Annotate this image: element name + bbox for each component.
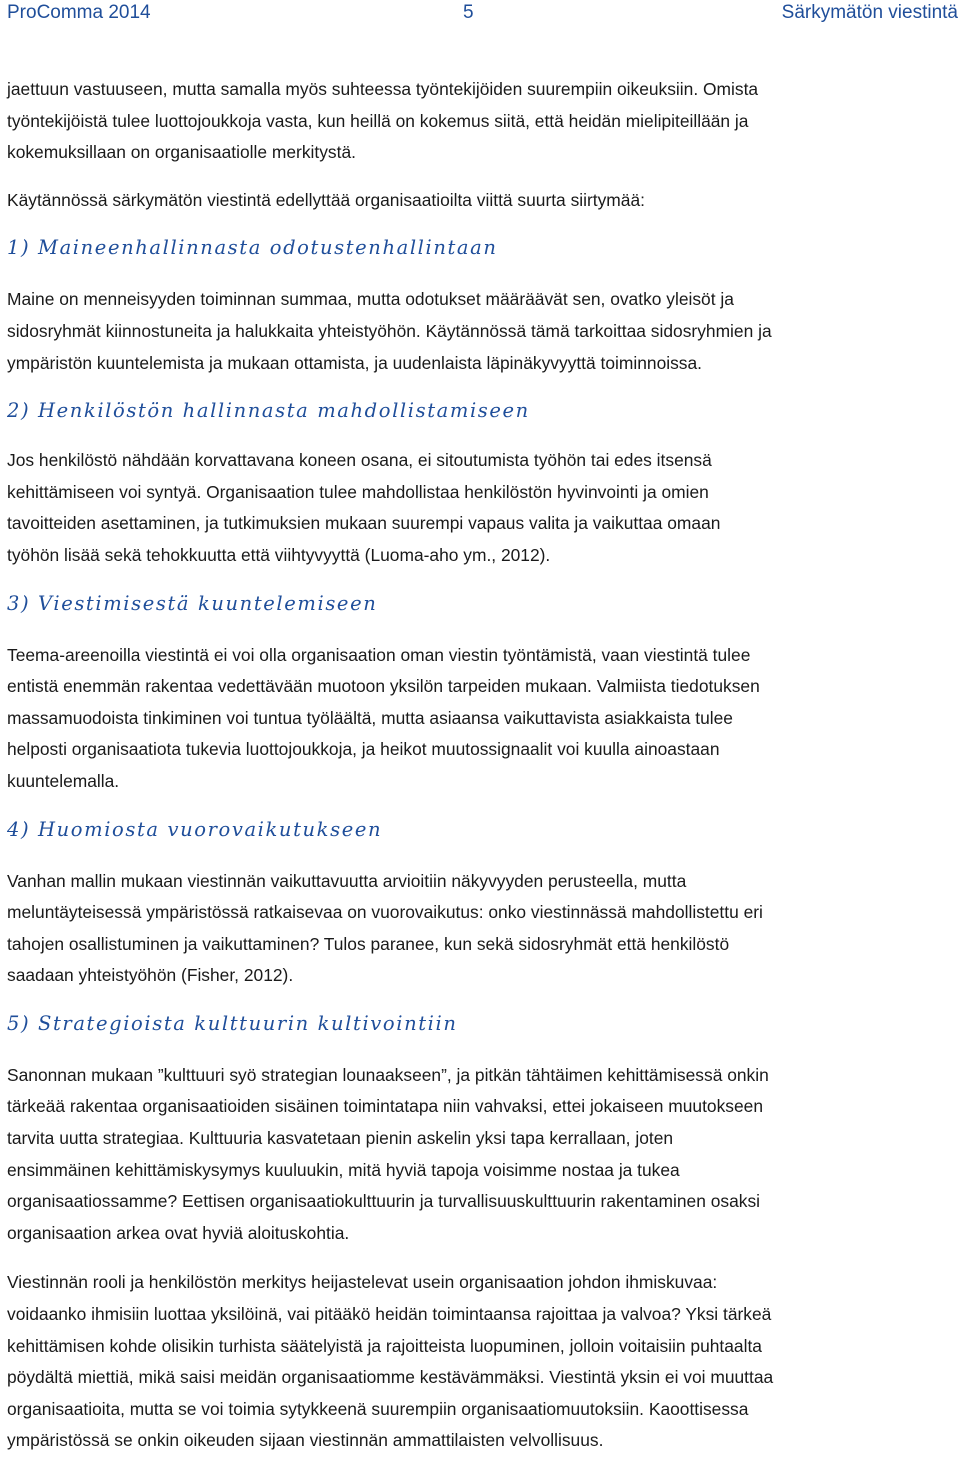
closing-paragraph: Viestinnän rooli ja henkilöstön merkitys heijastelevat usein organisaation johdon ihmiskuvaa: voidaanko ihmisiin luottaa yksilöinä, vai pitääkö heidän toimintaansa rajoittaa ja valvoa? Yksi tärkeä kehittämisen kohde olisikin turhista säätelyistä ja rajoitteista luopuminen, jolloin voitaisiin puhtaalta pöydältä miettiä, mikä saisi meidän organisaatiomme kestävämmäksi. Viestintä yksin ei voi muuttaa organisaatioita, mutta se voi toimia sytykkeenä suurempiin organisaatiomuutoksiin. Kaoottisessa ympäristössä se onkin oikeuden sijaan viestinnän ammattilaisten velvollisuus. — [7, 1272, 774, 1451]
section-heading-3: 3) Viestimisestä kuuntelemiseen — [7, 591, 378, 615]
header-page-number: 5 — [463, 2, 474, 23]
page-header — [0, 0, 960, 30]
header-publication: ProComma 2014 — [7, 2, 151, 23]
section-body-1: Maine on menneisyyden toiminnan summaa, mutta odotukset määräävät sen, ovatko yleisöt ja sidosryhmät kiinnostuneita ja halukkaita yhteistyöhön. Käytännössä tämä tarkoittaa sidosryhmien ja ympäristön kuuntelemista ja mukaan ottamista, ja uudenlaista läpinäkyvyyttä toiminnoissa. — [7, 289, 772, 373]
section-body-4: Vanhan mallin mukaan viestinnän vaikuttavuutta arvioitiin näkyvyyden perusteella, mutta meluntäyteisessä ympäristössä ratkaisevaa on vuorovaikutus: onko viestinnässä mahdollistettu eri tahojen osallistuminen ja vaikuttaminen? Tulos paranee, kun sekä sidosryhmät että henkilöstö saadaan yhteistyöhön (Fisher, 2012). — [7, 870, 763, 986]
section-heading-5: 5) Strategioista kulttuurin kultivointiin — [7, 1011, 458, 1035]
intro-paragraph: jaettuun vastuuseen, mutta samalla myös suhteessa työntekijöiden suurempiin oikeuksiin. Omista työntekijöistä tulee luottojoukkoja vasta, kun heillä on kokemus siitä, että heidän mielipiteillään ja kokemuksillaan on organisaatiolle merkitystä. — [7, 79, 759, 163]
document-body — [7, 74, 947, 1457]
header-chapter-title: Särkymätön viestintä — [781, 2, 958, 23]
section-body-5: Sanonnan mukaan ”kulttuuri syö strategian lounaakseen”, ja pitkän tähtäimen kehittämisessä onkin tärkeää rakentaa organisaatioiden sisäinen toimintatapa niin vahvaksi, ettei jokaiseen muutokseen tarvita uutta strategiaa. Kulttuuria kasvatetaan pienin askelin yksi tapa kerrallaan, joten ensimmäinen kehittämiskysymys kuuluukin, mitä hyviä tapoja voisimme nostaa ja tukea organisaatiossamme? Eettisen organisaatiokulttuurin ja turvallisuuskulttuurin rakentaminen osaksi organisaation arkea ovat hyviä aloituskohtia. — [7, 1064, 769, 1243]
section-heading-2: 2) Henkilöstön hallinnasta mahdollistamiseen — [7, 399, 530, 423]
section-body-3: Teema-areenoilla viestintä ei voi olla organisaation oman viestin työntämistä, vaan viestintä tulee entistä enemmän rakentaa vedettävään muotoon yksilön tarpeiden mukaan. Valmiista tiedotuksen massamuodoista tinkiminen voi tuntua työläältä, mutta asiaansa vaikuttavista asiakkaista tulee helposti organisaatiota tukevia luottojoukkoja, ja heikot muutossignaalit voi kuulla ainoastaan kuuntelemalla. — [7, 644, 760, 791]
section-heading-1: 1) Maineenhallinnasta odotustenhallintaan — [7, 236, 498, 260]
section-body-2: Jos henkilöstö nähdään korvattavana koneen osana, ei sitoutumista työhön tai edes itsensä kehittämiseen voi syntyä. Organisaation tulee mahdollistaa henkilöstön hyvinvointi ja omien tavoitteiden asettaminen, ja tutkimuksien mukaan suurempi vapaus valita ja vaikuttaa omaan työhön lisää sekä tehokkuutta että viihtyvyyttä (Luoma-aho ym., 2012). — [7, 450, 721, 565]
lead-paragraph: Käytännössä särkymätön viestintä edellyttää organisaatioilta viittä suurta siirtymää: — [7, 189, 645, 210]
section-heading-4: 4) Huomiosta vuorovaikutukseen — [7, 817, 383, 841]
